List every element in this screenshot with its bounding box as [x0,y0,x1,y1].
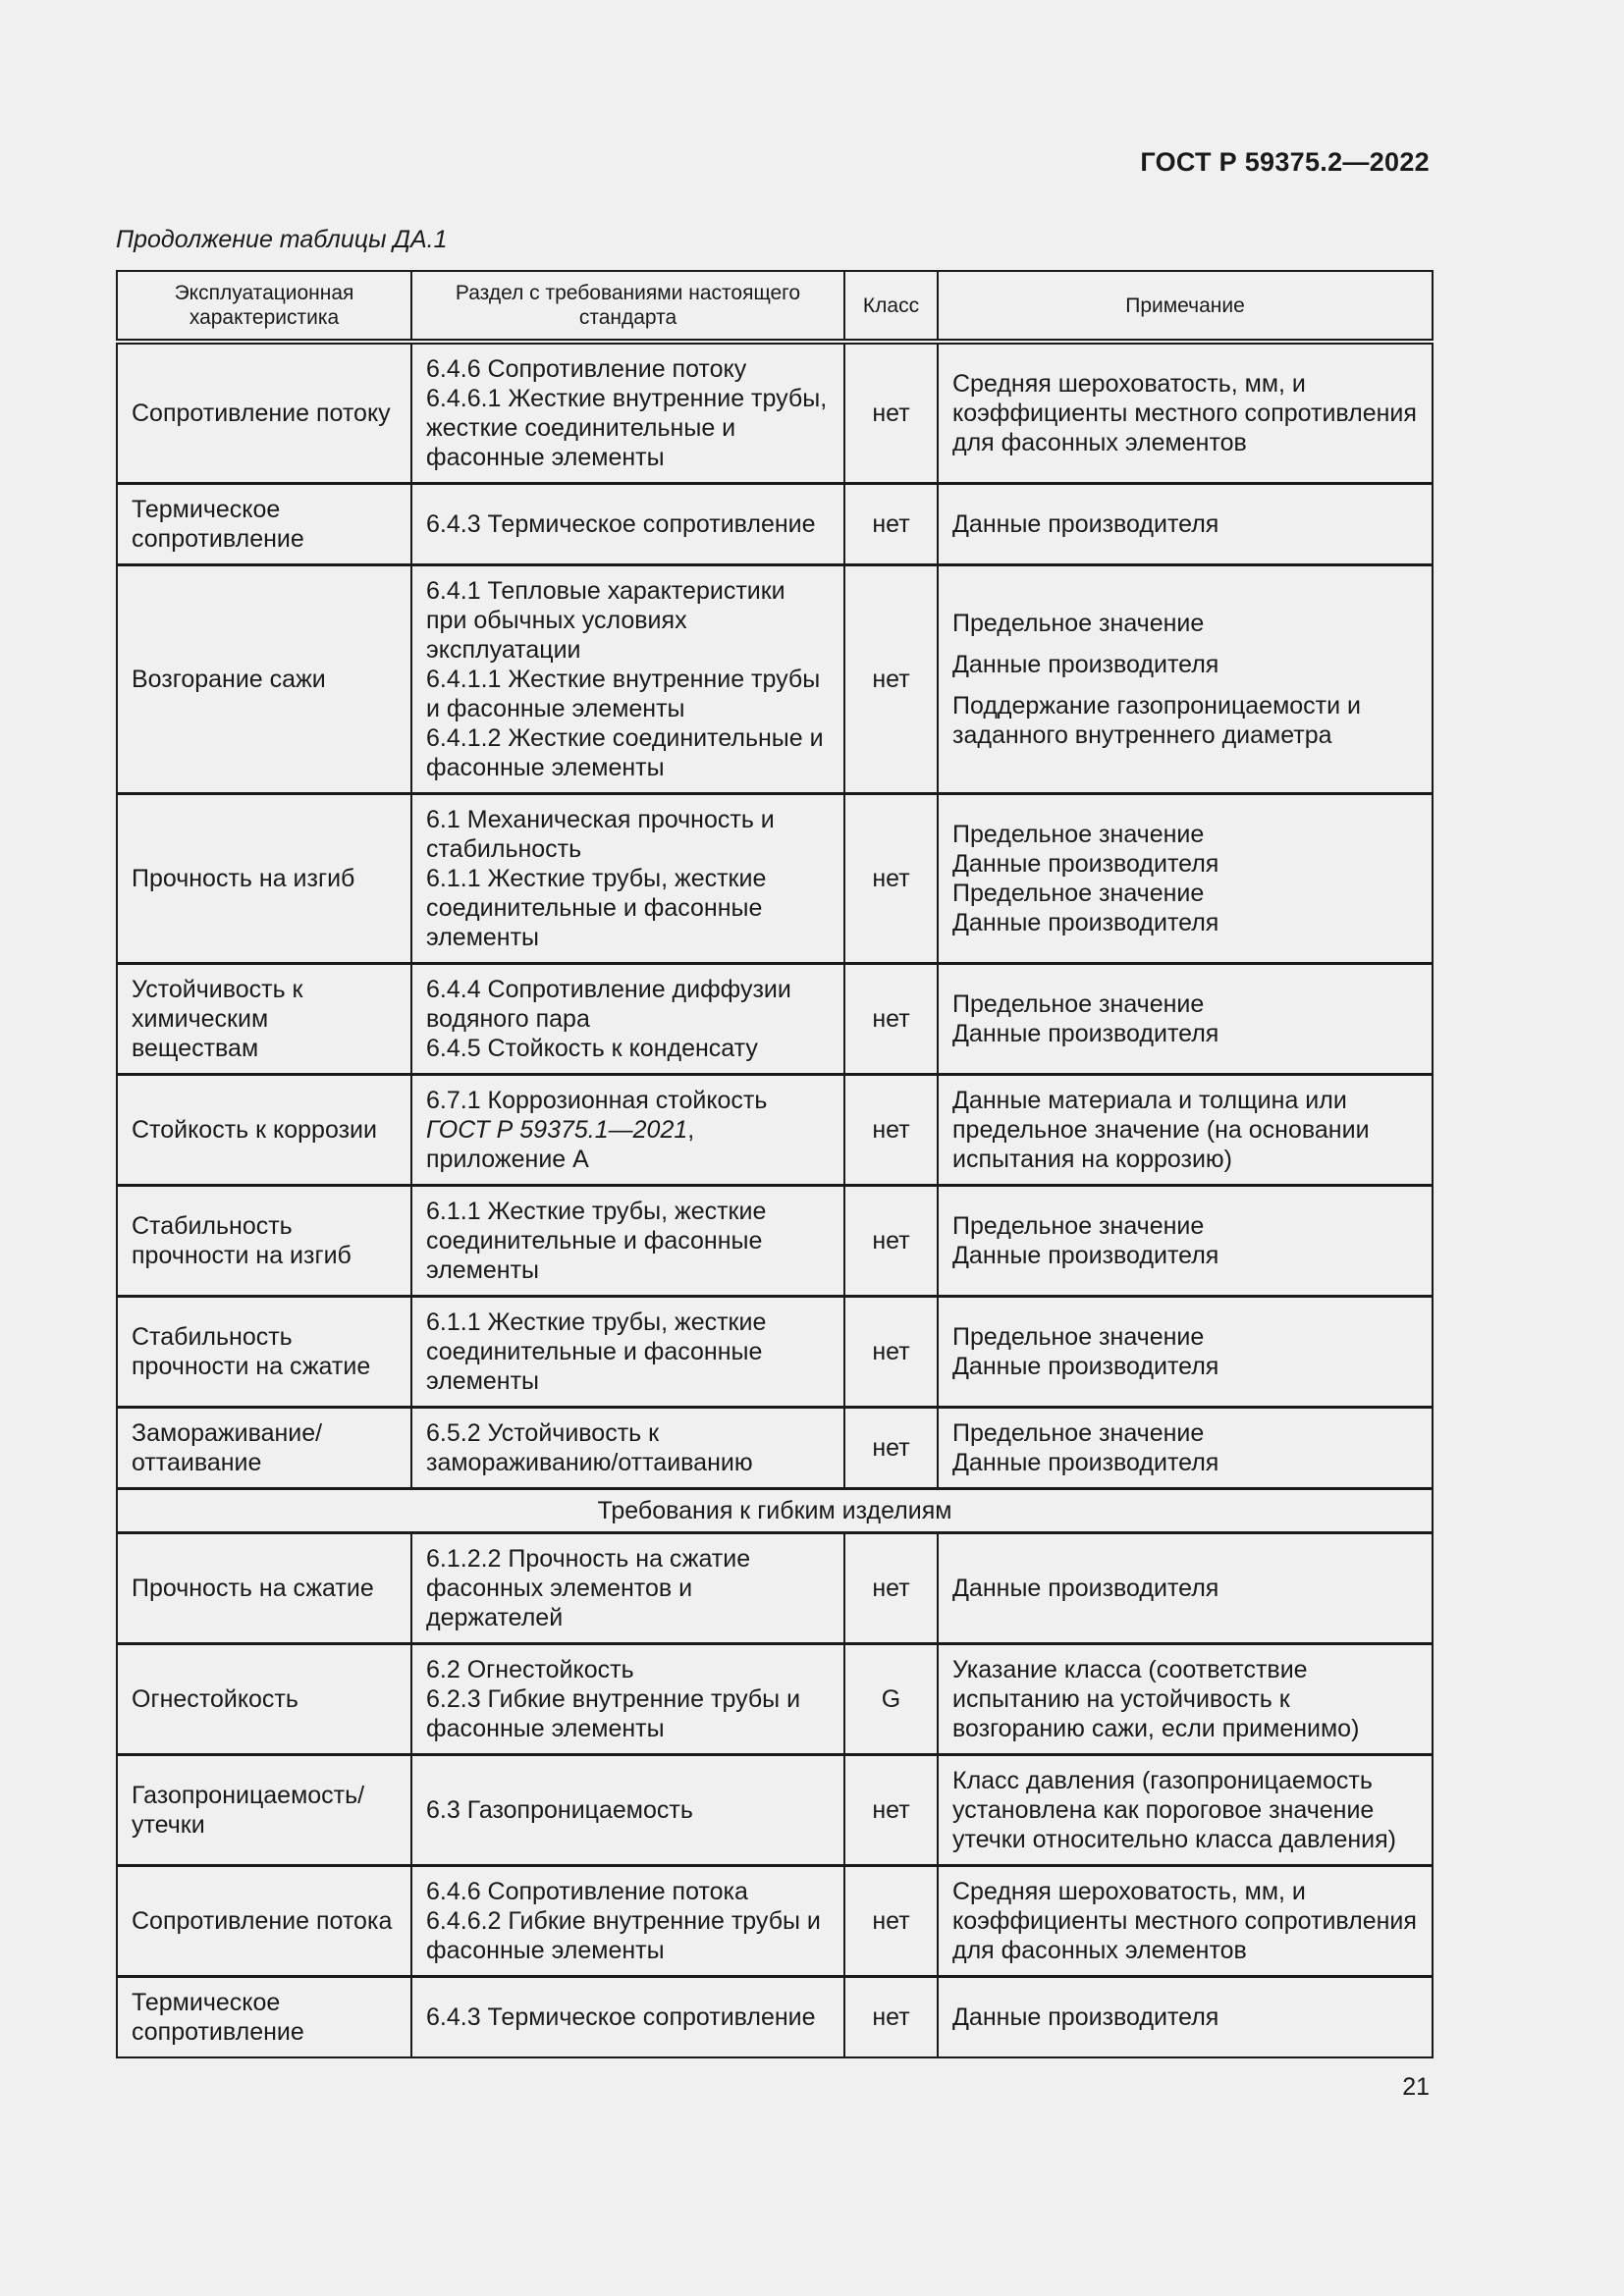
cell-line: Данные производителя [952,850,1219,878]
note-cell [938,342,1433,484]
cell-line: Указание класса (соответствие испытанию на устойчивость к возгоранию сажи, если применимо) [952,1656,1360,1742]
cell-line: 6.4.6 Сопротивление потоку [426,355,747,383]
characteristic-cell: Устойчивость к химическим веществам [117,964,411,1075]
characteristic-cell: Стабильность прочности на сжатие [117,1297,411,1408]
note-cell [938,1186,1433,1297]
cell-line: 6.4.1 Тепловые характеристики при обычных условиях эксплуатации [426,577,785,664]
table-row [117,1186,1433,1297]
note-cell [938,1977,1433,2058]
cell-line: Предельное значение [952,990,1205,1018]
table-row [117,1977,1433,2058]
note-cell [938,1297,1433,1408]
class-cell: нет [844,794,938,964]
table-row [117,1644,1433,1755]
table-caption: Продолжение таблицы ДА.1 [116,226,448,253]
note-cell [938,1866,1433,1977]
cell-line: Предельное значение [952,1212,1205,1240]
note-cell [938,1408,1433,1489]
cell-line: 6.2.3 Гибкие внутренние трубы и фасонные элементы [426,1685,801,1742]
cell-line: Средняя шероховатость, мм, и коэффициенты местного сопротивления для фасонных элементов [952,1878,1417,1964]
table-row [117,964,1433,1075]
section-cell [411,1075,844,1186]
cell-line: Поддержание газопроницаемости и заданного внутреннего диаметра [952,692,1361,749]
cell-line: Предельное значение [952,821,1205,848]
characteristic-cell: Замораживание/оттаивание [117,1408,411,1489]
table-row [117,1755,1433,1866]
table-row [117,1533,1433,1644]
cell-line: Предельное значение [952,1323,1205,1351]
cell-line: Данные производителя [952,909,1219,936]
cell-line: Данные производителя [952,1242,1219,1269]
cell-line: 6.1.2.2 Прочность на сжатие фасонных элементов и держателей [426,1545,751,1631]
note-cell [938,1644,1433,1755]
characteristic-cell: Прочность на изгиб [117,794,411,964]
cell-line: Данные производителя [952,1449,1219,1476]
section-part-italic: ГОСТ Р 59375.1—2021 [426,1116,688,1144]
col-header-note: Примечание [938,271,1433,342]
section-cell [411,342,844,484]
characteristic-cell: Термическое сопротивление [117,1977,411,2058]
characteristic-cell: Стойкость к коррозии [117,1075,411,1186]
class-cell: нет [844,1977,938,2058]
section-cell [411,1866,844,1977]
class-cell: нет [844,1408,938,1489]
section-cell [411,1297,844,1408]
group-heading-row [117,1489,1433,1533]
table-row [117,1408,1433,1489]
note-cell [938,1533,1433,1644]
cell-line: Предельное значение [952,880,1205,907]
section-cell [411,1755,844,1866]
class-cell: нет [844,1075,938,1186]
section-cell [411,1977,844,2058]
col-header-section: Раздел с требованиями настоящего стандарта [411,271,844,342]
section-cell [411,1644,844,1755]
note-cell [938,1075,1433,1186]
cell-line: Данные производителя [952,1353,1219,1380]
section-part-suffix: , приложение А [426,1116,695,1173]
cell-line: 6.1.1 Жесткие трубы, жесткие соединительные и фасонные элементы [426,1198,767,1284]
cell-line: Класс давления (газопроницаемость установлена как пороговое значение утечки относительно класса давления) [952,1767,1396,1853]
characteristic-cell: Стабильность прочности на изгиб [117,1186,411,1297]
section-cell [411,565,844,794]
class-cell: нет [844,964,938,1075]
class-cell: нет [844,565,938,794]
class-cell: нет [844,1755,938,1866]
table-row [117,484,1433,565]
class-cell: нет [844,1866,938,1977]
section-cell [411,794,844,964]
cell-line: 6.4.1.1 Жесткие внутренние трубы и фасонные элементы [426,666,821,722]
requirements-table [116,270,1434,2058]
characteristic-cell: Сопротивление потока [117,1866,411,1977]
cell-line: 6.4.6.1 Жесткие внутренние трубы, жесткие соединительные и фасонные элементы [426,385,828,471]
cell-line: Данные производителя [952,1020,1219,1047]
note-cell [938,484,1433,565]
table-row [117,1075,1433,1186]
cell-line: 6.3 Газопроницаемость [426,1796,693,1824]
table-header-row [117,271,1433,342]
cell-line: Данные производителя [952,1575,1219,1602]
characteristic-cell: Возгорание сажи [117,565,411,794]
note-cell [938,565,1433,794]
cell-line: 6.1.1 Жесткие трубы, жесткие соединительные и фасонные элементы [426,1308,767,1395]
table-row [117,342,1433,484]
section-part-prefix: 6.7.1 Коррозионная стойкость [426,1087,768,1114]
class-cell: нет [844,484,938,565]
cell-line: Предельное значение [952,610,1205,637]
col-header-characteristic: Эксплуатационная характеристика [117,271,411,342]
cell-line: 6.1.1 Жесткие трубы, жесткие соединительные и фасонные элементы [426,865,767,951]
table-row [117,1297,1433,1408]
class-cell: нет [844,1533,938,1644]
section-cell [411,1533,844,1644]
cell-line: Данные производителя [952,510,1219,538]
document-code: ГОСТ Р 59375.2—2022 [1140,147,1430,177]
table-row [117,1866,1433,1977]
characteristic-cell: Огнестойкость [117,1644,411,1755]
class-cell: G [844,1644,938,1755]
col-header-class: Класс [844,271,938,342]
note-cell [938,794,1433,964]
cell-line: 6.2 Огнестойкость [426,1656,634,1683]
cell-line: 6.4.6 Сопротивление потока [426,1878,748,1905]
characteristic-cell: Газопроницаемость/утечки [117,1755,411,1866]
cell-line: 6.4.5 Стойкость к конденсату [426,1035,758,1062]
cell-line: 6.4.3 Термическое сопротивление [426,2003,816,2031]
cell-line: 6.4.6.2 Гибкие внутренние трубы и фасонные элементы [426,1907,821,1964]
section-cell [411,1408,844,1489]
table-row [117,565,1433,794]
class-cell: нет [844,1297,938,1408]
table-body [117,342,1433,2057]
cell-line: 6.1 Механическая прочность и стабильность [426,806,775,863]
cell-line: 6.4.1.2 Жесткие соединительные и фасонные элементы [426,724,824,781]
cell-line: Предельное значение [952,1419,1205,1447]
characteristic-cell: Термическое сопротивление [117,484,411,565]
section-cell [411,484,844,565]
group-heading: Требования к гибким изделиям [117,1489,1433,1533]
cell-line: Данные производителя [952,651,1219,678]
cell-line: Данные материала и толщина или предельное значение (на основании испытания на коррозию) [952,1087,1370,1173]
class-cell: нет [844,342,938,484]
section-cell [411,964,844,1075]
section-cell [411,1186,844,1297]
cell-line: 6.4.3 Термическое сопротивление [426,510,816,538]
note-cell [938,964,1433,1075]
cell-line: 6.4.4 Сопротивление диффузии водяного пара [426,976,791,1033]
cell-line: Данные производителя [952,2003,1219,2031]
class-cell: нет [844,1186,938,1297]
characteristic-cell: Прочность на сжатие [117,1533,411,1644]
cell-line: Средняя шероховатость, мм, и коэффициенты местного сопротивления для фасонных элементов [952,370,1417,456]
page-number: 21 [1402,2073,1430,2101]
characteristic-cell: Сопротивление потоку [117,342,411,484]
note-cell [938,1755,1433,1866]
table-row [117,794,1433,964]
cell-line: 6.5.2 Устойчивость к замораживанию/оттаиванию [426,1419,753,1476]
